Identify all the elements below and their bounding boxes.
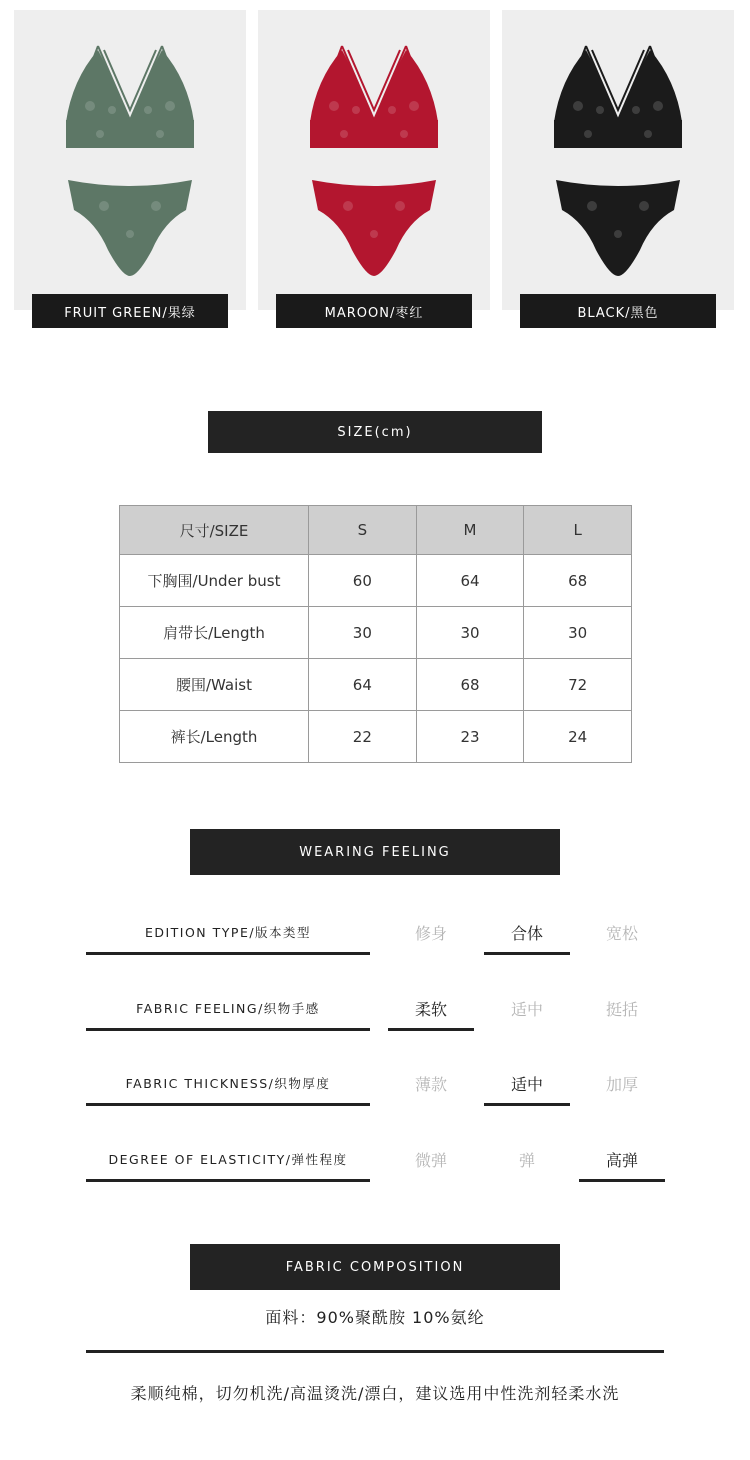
table-cell: 64 [416,555,524,607]
size-table [119,505,632,763]
divider [86,1350,664,1353]
feeling-option: 挺括 [605,999,638,1019]
feeling-option: 适中 [510,999,543,1019]
product-card [258,10,490,321]
feeling-label: DEGREE OF ELASTICITY/弹性程度 [86,1139,370,1182]
size-section-title: SIZE(cm) [208,411,542,453]
size-table-header-row [120,506,632,555]
feeling-label: EDITION TYPE/版本类型 [86,912,370,955]
feeling-row [0,912,750,972]
lingerie-set-image [14,10,246,300]
table-cell: 72 [524,659,632,711]
feeling-option-selected: 适中 [484,1063,570,1106]
table-cell: 30 [309,607,417,659]
product-color-label: BLACK/黑色 [520,294,716,328]
table-cell: 30 [416,607,524,659]
lingerie-set-image [502,10,734,300]
product-card [502,10,734,321]
table-cell: 22 [309,711,417,763]
table-cell: 腰围/Waist [120,659,309,711]
feeling-row [0,1063,750,1123]
feeling-option-selected: 高弹 [579,1139,665,1182]
size-header-cell: L [524,506,632,555]
feeling-option: 加厚 [605,1074,638,1094]
feeling-option: 薄款 [414,1074,447,1094]
table-cell: 60 [309,555,417,607]
product-color-label: MAROON/枣红 [276,294,472,328]
feeling-option: 修身 [414,923,447,943]
feeling-option-selected: 柔软 [388,988,474,1031]
table-row [120,711,632,763]
feeling-option: 宽松 [605,923,638,943]
fabric-composition-text: 面料：90%聚酰胺 10%氨纶 [265,1307,485,1327]
table-cell: 23 [416,711,524,763]
product-card [14,10,246,321]
feeling-label: FABRIC THICKNESS/织物厚度 [86,1063,370,1106]
table-cell: 下胸围/Under bust [120,555,309,607]
care-instructions: 柔顺纯棉，切勿机洗/高温烫洗/漂白，建议选用中性洗剂轻柔水洗 [130,1383,620,1403]
feeling-row [0,1139,750,1199]
feeling-label: FABRIC FEELING/织物手感 [86,988,370,1031]
size-header-cell: M [416,506,524,555]
lingerie-set-image [258,10,490,300]
table-cell: 24 [524,711,632,763]
feeling-option: 微弹 [414,1150,447,1170]
size-header-cell: 尺寸/SIZE [120,506,309,555]
wearing-feeling-title: WEARING FEELING [190,829,560,875]
table-cell: 68 [416,659,524,711]
product-color-label: FRUIT GREEN/果绿 [32,294,228,328]
feeling-option-selected: 合体 [484,912,570,955]
size-header-cell: S [309,506,417,555]
table-row [120,555,632,607]
fabric-composition-title: FABRIC COMPOSITION [190,1244,560,1290]
table-cell: 30 [524,607,632,659]
table-row [120,659,632,711]
table-cell: 64 [309,659,417,711]
feeling-row [0,988,750,1048]
table-cell: 肩带长/Length [120,607,309,659]
table-cell: 68 [524,555,632,607]
table-row [120,607,632,659]
table-cell: 裤长/Length [120,711,309,763]
feeling-option: 弹 [518,1150,535,1170]
